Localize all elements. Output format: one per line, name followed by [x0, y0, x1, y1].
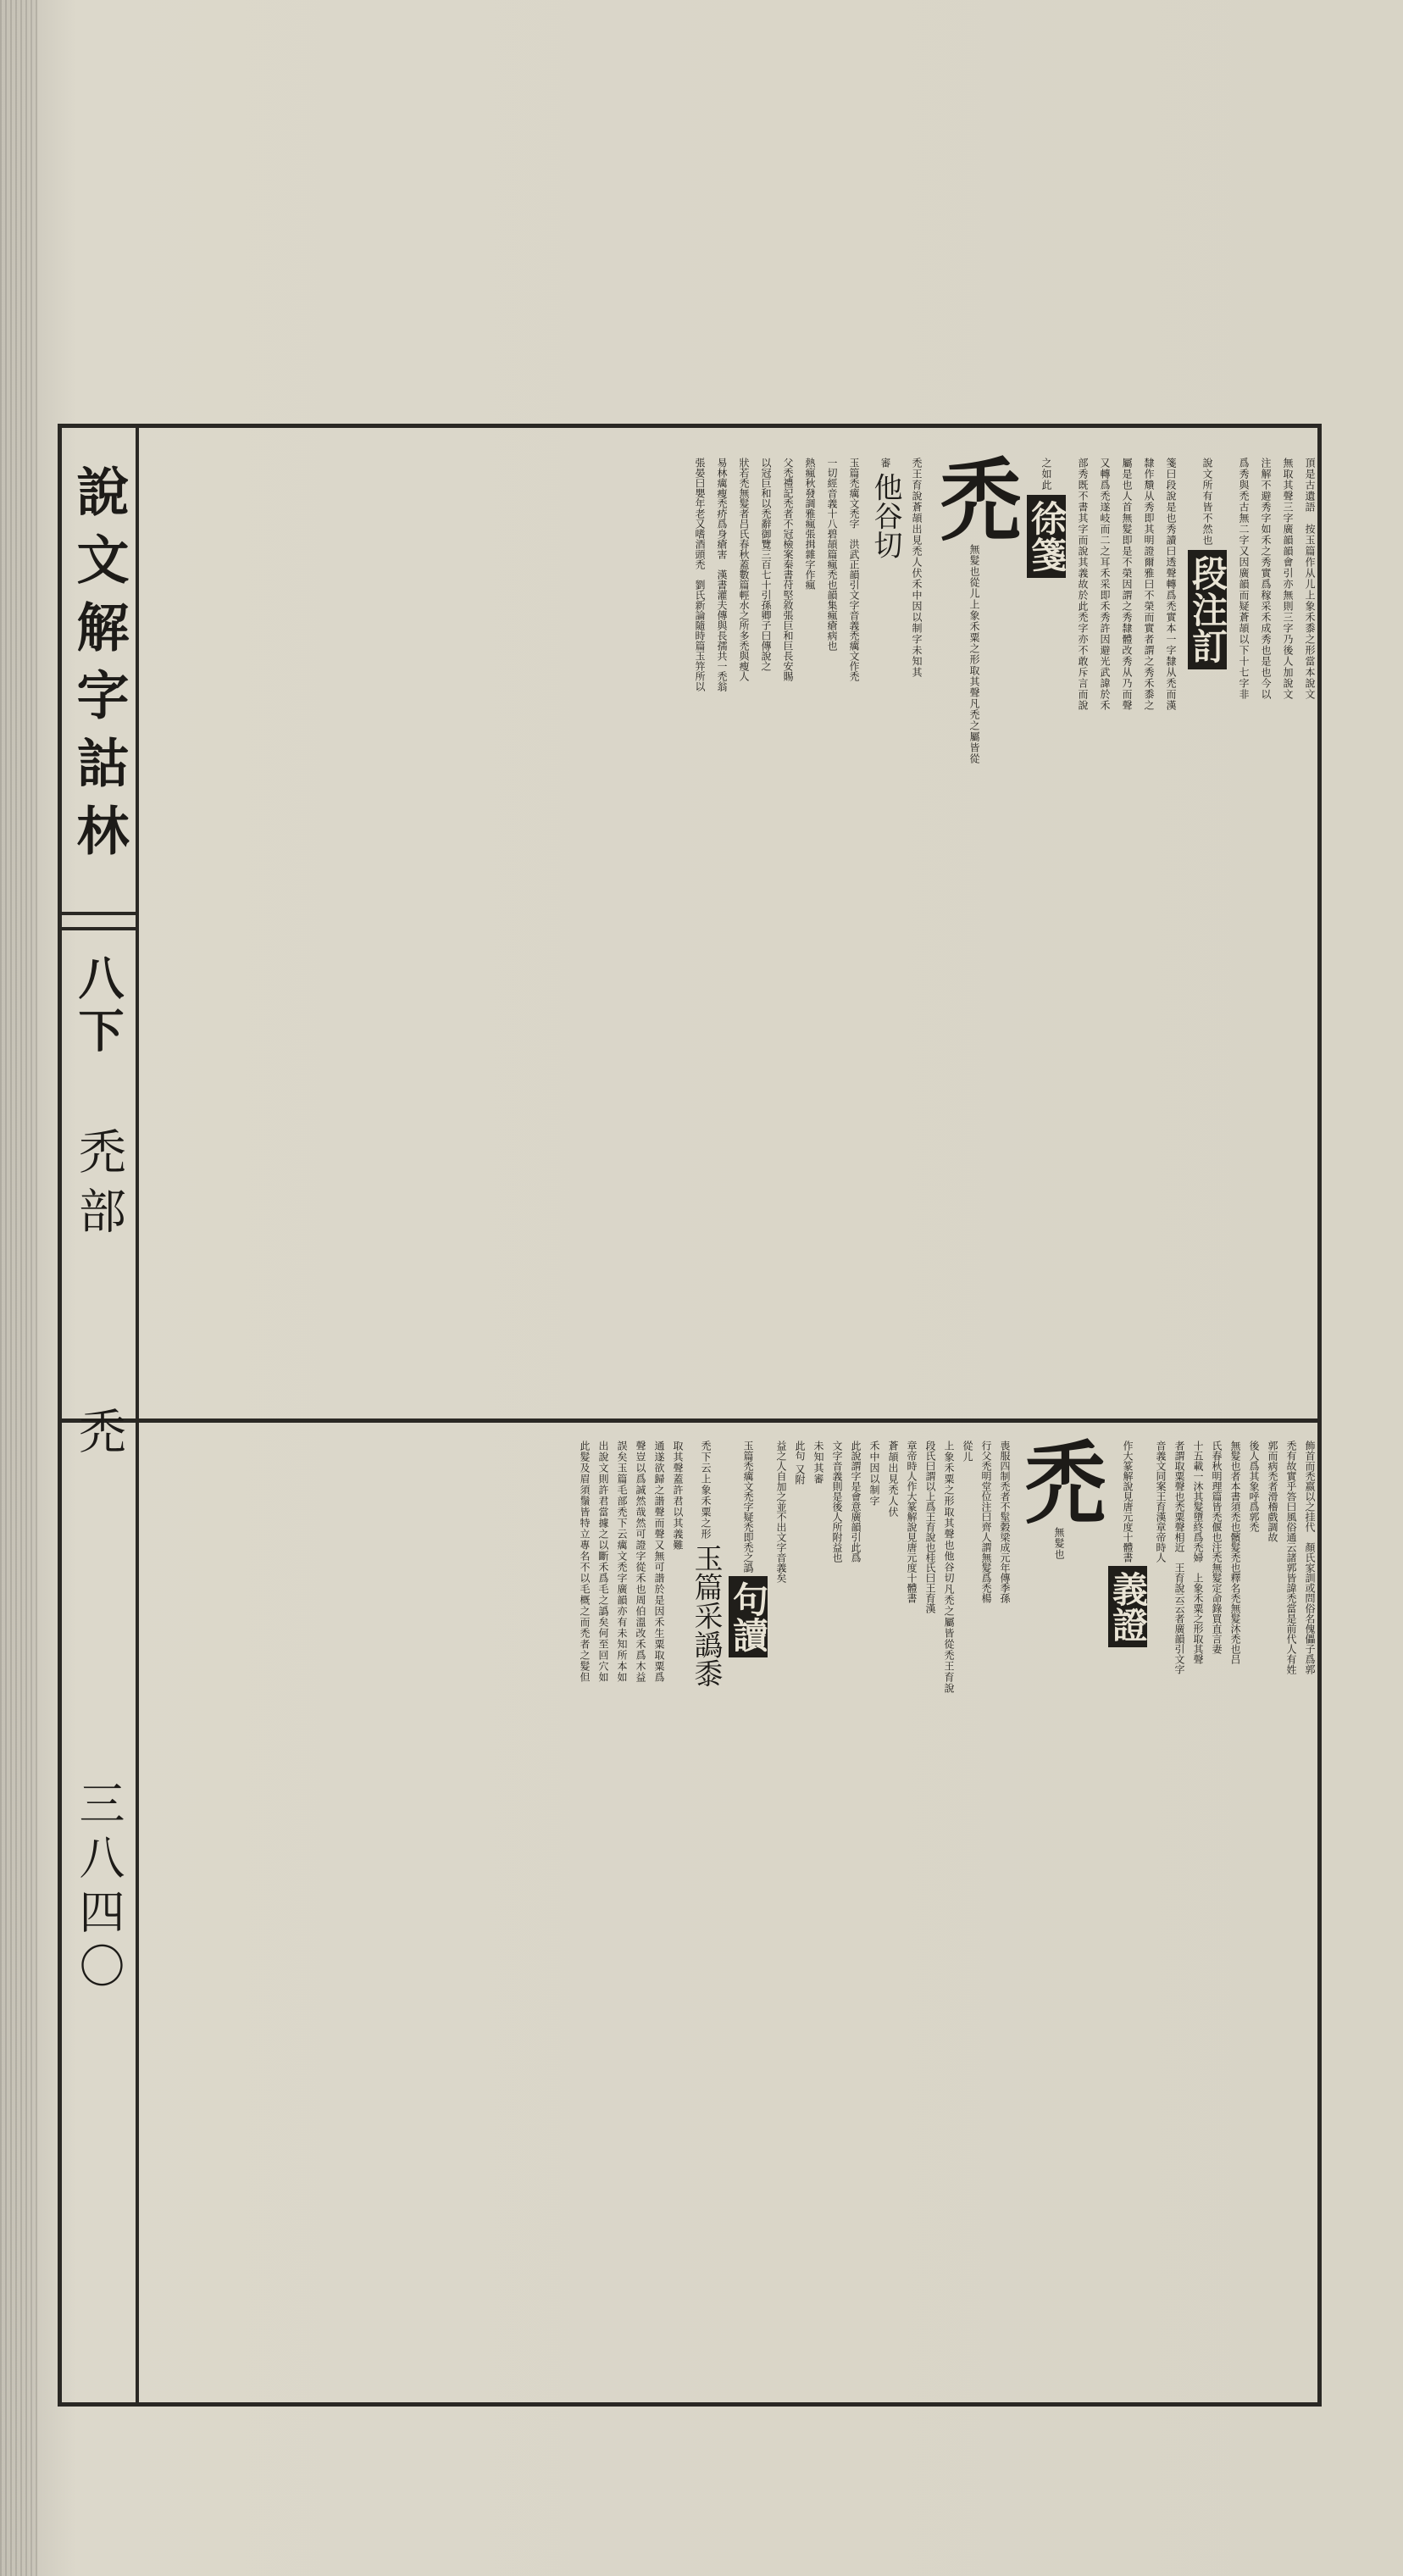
text-column: 部秀既不書其字而說其義故於此禿字亦不敢斥言而說: [1077, 458, 1089, 711]
bottom-text-block: [163, 1436, 1316, 2390]
entry-column: [868, 458, 902, 559]
section-divider: [58, 1418, 1322, 1423]
top-text-block: [163, 453, 1316, 1398]
note-column: [1108, 1441, 1147, 1647]
note-column: 十五載一沐其髮墮終爲禿婦 上象禾粟之形取其聲: [1192, 1441, 1204, 1664]
note-column: 狀若禿無髮者吕氏春秋蓋數篇輕水之所多禿與瘦人: [738, 458, 750, 681]
entry-column: 未知其審: [812, 1441, 824, 1485]
text-line: 禿下云上象禾粟之形: [700, 1441, 712, 1540]
entry-column: 禾中因以制字: [868, 1441, 880, 1507]
entry-text: 無髮也從儿上象禾粟之形取其聲凡禿之屬皆從: [968, 543, 980, 764]
text-column: [1188, 458, 1227, 669]
text-line: 玉篇禿癘文禿字疑禿即禿之譌: [742, 1441, 754, 1573]
note-column: 行父禿明堂位注曰齊人謂無髮爲禿楊: [980, 1441, 992, 1603]
fanqie-note: 他谷切: [868, 472, 902, 559]
inline-note: 玉篇采譌黍: [689, 1543, 723, 1688]
radical-section: 禿部: [71, 1127, 126, 1246]
text-column: [1027, 458, 1066, 578]
duan-commentary-label: 段注訂: [1188, 550, 1227, 669]
text-column: 誤矣玉篇毛部禿下云癘文禿字廣韻亦有未知所本如: [616, 1441, 628, 1683]
seal-script-character: 禿: [1012, 1436, 1107, 1527]
volume-label: 八下: [71, 954, 125, 1059]
entry-column: [927, 453, 1023, 764]
note-column: [729, 1441, 768, 1657]
note-column: 一切經音義十八碧頡篇瘋禿也韻集瘋瘡病也: [826, 458, 838, 651]
note-column: 父禿禮記禿者不冠檢案秦書苻堅敘張巨和巨長安賜: [782, 458, 794, 681]
text-line: 說文所有皆不然也: [1201, 458, 1213, 546]
page-number: 三八四〇: [72, 1779, 125, 1996]
entry-column: [689, 1441, 723, 1688]
entry-column: 蒼頡出見禿人伏: [887, 1441, 899, 1518]
note-column: 玉篇禿癘文禿字 洪武正韻引文字音義禿癘文作禿: [848, 458, 860, 681]
note-column: 益之人自加之並不出文字音義矣: [775, 1441, 787, 1583]
note-column: 易林癘瘦禿疥爲身瘡害 漢書灌夫傳與長孺共一禿翁: [716, 458, 728, 691]
text-line: 作大篆解說見唐元度十體書: [1122, 1441, 1134, 1563]
note-column: 無髮也者本書須禿也髕髮禿也釋名禿無髮沐禿也吕: [1229, 1441, 1241, 1664]
note-column: 飾首而禿嬴以之挂代 顏氏家訓或問俗名傀儡子爲郭: [1304, 1441, 1316, 1674]
text-line: 又附: [794, 1463, 806, 1485]
note-column: 章帝時人作大篆解說見唐元度十體書: [906, 1441, 918, 1603]
entry-text: 無髮也: [1053, 1526, 1065, 1560]
note-column: 郭而病禿者滑稽戲調故: [1267, 1441, 1278, 1542]
note-column: [795, 1441, 805, 1485]
text-column: 無取其聲三字廣韻韻會引亦無則三字乃後人加說文: [1282, 458, 1294, 700]
book-title: 說文解字詁林: [68, 464, 130, 871]
seal-script-character: 禿: [927, 453, 1023, 544]
text-line: 此句: [794, 1441, 806, 1461]
yizheng-label: 義證: [1108, 1566, 1147, 1647]
note-column: 禿有故實乎答曰風俗通云諸郭皆諱禿當是前代人有姓: [1285, 1441, 1297, 1674]
text-column: 通遂欲歸之諧聲而聲又無可諧於是因禾生粟取粟爲: [653, 1441, 665, 1683]
text-line: 音義文同案王育漢章帝時人: [1155, 1441, 1167, 1563]
entry-column: 禿王育說蒼頡出見禿人伏禾中因以制字未知其: [911, 458, 923, 678]
text-line: 之如此: [1040, 458, 1052, 491]
entry-column: 上象禾粟之形取其聲也他谷切凡禿之屬皆從禿王育說: [943, 1441, 955, 1694]
note-column: 段氏曰謂以上爲王育說也桂氏曰王育漢: [924, 1441, 936, 1613]
text-column: 聲豈以爲誠然哉然可證字從禾也周伯溫改禾爲木益: [635, 1441, 646, 1683]
entry-column: 從儿: [962, 1441, 973, 1463]
note-column: 文字音義則是後人所附益也: [831, 1441, 843, 1563]
xu-commentary-label: 徐箋: [1027, 495, 1066, 578]
note-column: 以冠巨和以禿辭御覽三百七十引孫卿子曰傳說之: [760, 458, 772, 671]
judou-label: 句讀: [729, 1576, 768, 1657]
entry-text: 審: [879, 458, 891, 469]
note-column: 後人爲其象呼爲郭禿: [1248, 1441, 1260, 1532]
text-column: 取其聲蓋許君以其義難: [672, 1441, 684, 1551]
text-column: 箋曰段說是也秀讀曰透聲轉爲禿實本一字隸从禿而漢: [1165, 458, 1177, 711]
note-column: [1156, 1441, 1166, 1563]
note-column: 喪服四制禿者不髽穀梁成元年傳季孫: [999, 1441, 1011, 1603]
text-column: 又轉爲禿遂岐而二之耳禾采即禾秀許因避光武諱於禾: [1099, 458, 1111, 711]
text-column: 屬是也人首無髮即是不榮因謂之秀隸體改秀从乃而聲: [1121, 458, 1133, 711]
fishtail-mark: [61, 912, 136, 930]
note-column: 此說謂字是會意廣韻引此爲: [850, 1441, 862, 1563]
text-column: 注解不避秀字如禾之秀實爲稼采禾成秀也是也今以: [1260, 458, 1272, 700]
note-column: 氏春秋明理篇皆禿偃也注禿無髮定命錄買直言妻: [1211, 1441, 1223, 1654]
text-column: 頂是古遺語 按玉篇作从儿上象禾黍之形當本說文: [1304, 458, 1316, 700]
note-column: 者謂取粟聲也禿粟聲相近 王育說云云者廣韻引文字: [1173, 1441, 1185, 1674]
headword-marker: 禿: [71, 1407, 126, 1454]
text-column: 此髮及眉須鬚皆特立專名不以毛概之而禿者之髮但: [579, 1441, 591, 1683]
note-column: 張晏曰嬰年老又嗜酒頭禿 劉氏新論隨時篇玉笄所以: [694, 458, 706, 691]
book-page-edges: [0, 0, 37, 2576]
entry-column: [1012, 1436, 1107, 1560]
text-column: 爲秀與禿古無二字又因廣韻而疑蒼頡以下十七字非: [1238, 458, 1250, 700]
note-column: 熱瘋秋發調雅瘋張揖雜字作瘋: [804, 458, 816, 590]
text-column: 隸作穨从秀即其明證爾雅曰不榮而實者謂之秀禾黍之: [1143, 458, 1155, 711]
text-column: 出說文則許君當據之以斷禾爲毛之譌矣何至回穴如: [597, 1441, 609, 1683]
